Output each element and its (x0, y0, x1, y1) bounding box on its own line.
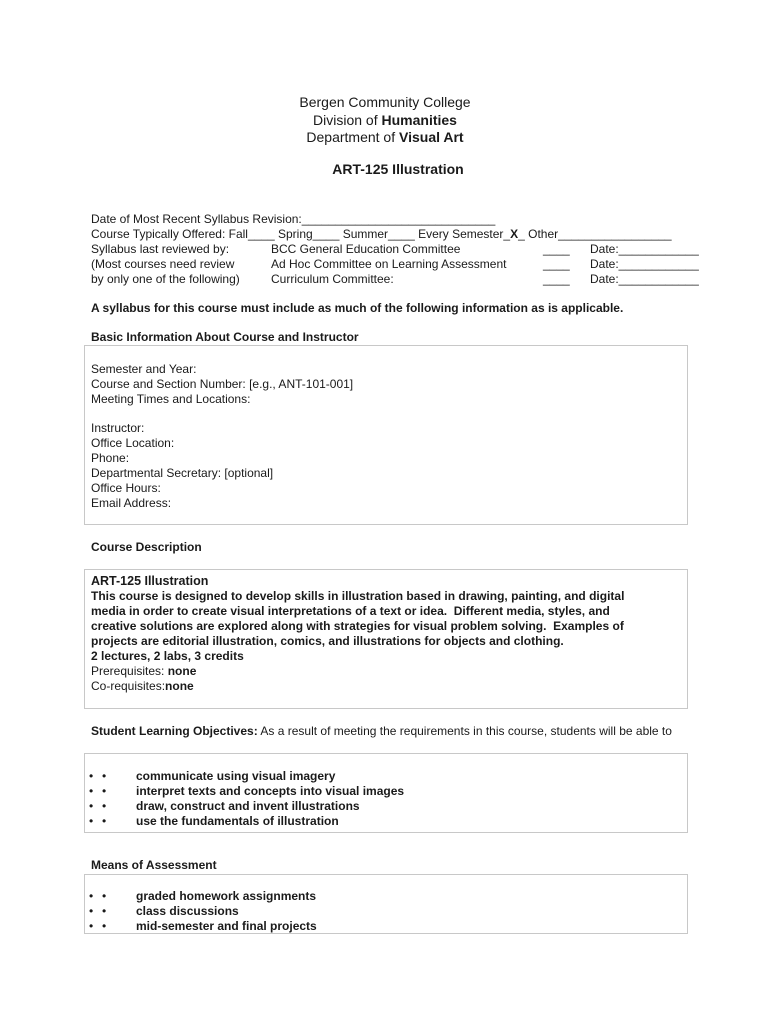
objective-text: interpret texts and concepts into visual images (136, 784, 405, 798)
committee-date: Date:____________ (590, 242, 699, 256)
assessment-text: graded homework assignments (136, 889, 317, 903)
college-name: Bergen Community College (299, 94, 471, 110)
committee-date: Date:____________ (590, 257, 699, 271)
offered-mark: X (510, 227, 519, 241)
committee-blank: ____ (543, 257, 570, 271)
objectives-intro: As a result of meeting the requirements in this course, students will be able to (257, 724, 672, 738)
info-line: Semester and Year: (91, 362, 197, 376)
bullet-icon: • (89, 784, 94, 798)
corequisites-line: Co-requisites:none (91, 679, 194, 693)
committee-date: Date:____________ (590, 272, 699, 286)
info-line: Instructor: (91, 421, 145, 435)
description-line: media in order to create visual interpretations of a text or idea. Different media, styles, and (91, 604, 610, 618)
division-name: Humanities (381, 111, 457, 128)
description-line: projects are editorial illustration, comics, and illustrations for objects and clothing. (91, 634, 564, 648)
document-header (0, 94, 770, 147)
info-line: Email Address: (91, 496, 172, 510)
bullet-icon: • (89, 769, 94, 783)
info-line: Course and Section Number: [e.g., ANT-101-001] (91, 377, 354, 391)
bullet-icon: • (102, 769, 107, 783)
bullet-icon: • (89, 814, 94, 828)
info-line: Departmental Secretary: [optional] (91, 466, 274, 480)
description-course-name: ART-125 Illustration (91, 574, 209, 588)
credits-line: 2 lectures, 2 labs, 3 credits (91, 649, 244, 663)
syllabus-notice: A syllabus for this course must include as much of the following information as is applicable. (91, 301, 624, 315)
info-line: Office Hours: (91, 481, 161, 495)
objective-text: communicate using visual imagery (136, 769, 336, 783)
bullet-icon: • (102, 904, 107, 918)
department-name: Visual Art (399, 129, 464, 145)
review-label-2: (Most courses need review (91, 257, 235, 271)
division-line: Division of Humanities (313, 111, 457, 128)
description-line: This course is designed to develop skills in illustration based in drawing, painting, and digital (91, 589, 625, 603)
prerequisites-value: none (167, 664, 197, 678)
bullet-icon: • (102, 919, 107, 933)
info-line: Office Location: (91, 436, 175, 450)
committee-name: BCC General Education Committee (271, 242, 461, 256)
objective-text: use the fundamentals of illustration (136, 814, 339, 828)
review-label-3: by only one of the following) (91, 272, 240, 286)
committee-blank: ____ (543, 242, 570, 256)
offered-line: Course Typically Offered: Fall____ Spring____ Summer____ Every Semester_X_ Other_________________ (91, 227, 672, 241)
course-description-box (84, 569, 688, 709)
course-title: ART-125 Illustration (332, 161, 464, 177)
basic-info-box (84, 345, 688, 525)
description-line: creative solutions are explored along with strategies for visual problem solving. Examples of (91, 619, 624, 633)
committee-name: Ad Hoc Committee on Learning Assessment (271, 257, 507, 271)
review-label-1: Syllabus last reviewed by: (91, 242, 230, 256)
prerequisites-line: Prerequisites: none (91, 664, 197, 678)
basic-info-heading: Basic Information About Course and Instructor (91, 330, 359, 344)
committee-blank: ____ (543, 272, 570, 286)
objectives-heading: Student Learning Objectives: (91, 724, 258, 738)
bullet-icon: • (89, 889, 94, 903)
department-line: Department of Visual Art (306, 129, 464, 145)
objectives-heading-line (91, 724, 672, 739)
assessment-heading: Means of Assessment (91, 858, 217, 872)
bullet-icon: • (89, 904, 94, 918)
bullet-icon: • (102, 784, 107, 798)
info-line: Meeting Times and Locations: (91, 392, 251, 406)
course-description-heading: Course Description (91, 540, 202, 554)
bullet-icon: • (89, 799, 94, 813)
assessment-text: class discussions (136, 904, 239, 918)
assessment-text: mid-semester and final projects (136, 919, 317, 933)
bullet-icon: • (102, 799, 107, 813)
bullet-icon: • (102, 889, 107, 903)
committee-name: Curriculum Committee: (271, 272, 394, 286)
objective-text: draw, construct and invent illustrations (136, 799, 360, 813)
info-line: Phone: (91, 451, 130, 465)
revision-date-line: Date of Most Recent Syllabus Revision:_____________________________ (91, 212, 496, 226)
corequisites-value: none (165, 679, 194, 693)
bullet-icon: • (89, 919, 94, 933)
bullet-icon: • (102, 814, 107, 828)
